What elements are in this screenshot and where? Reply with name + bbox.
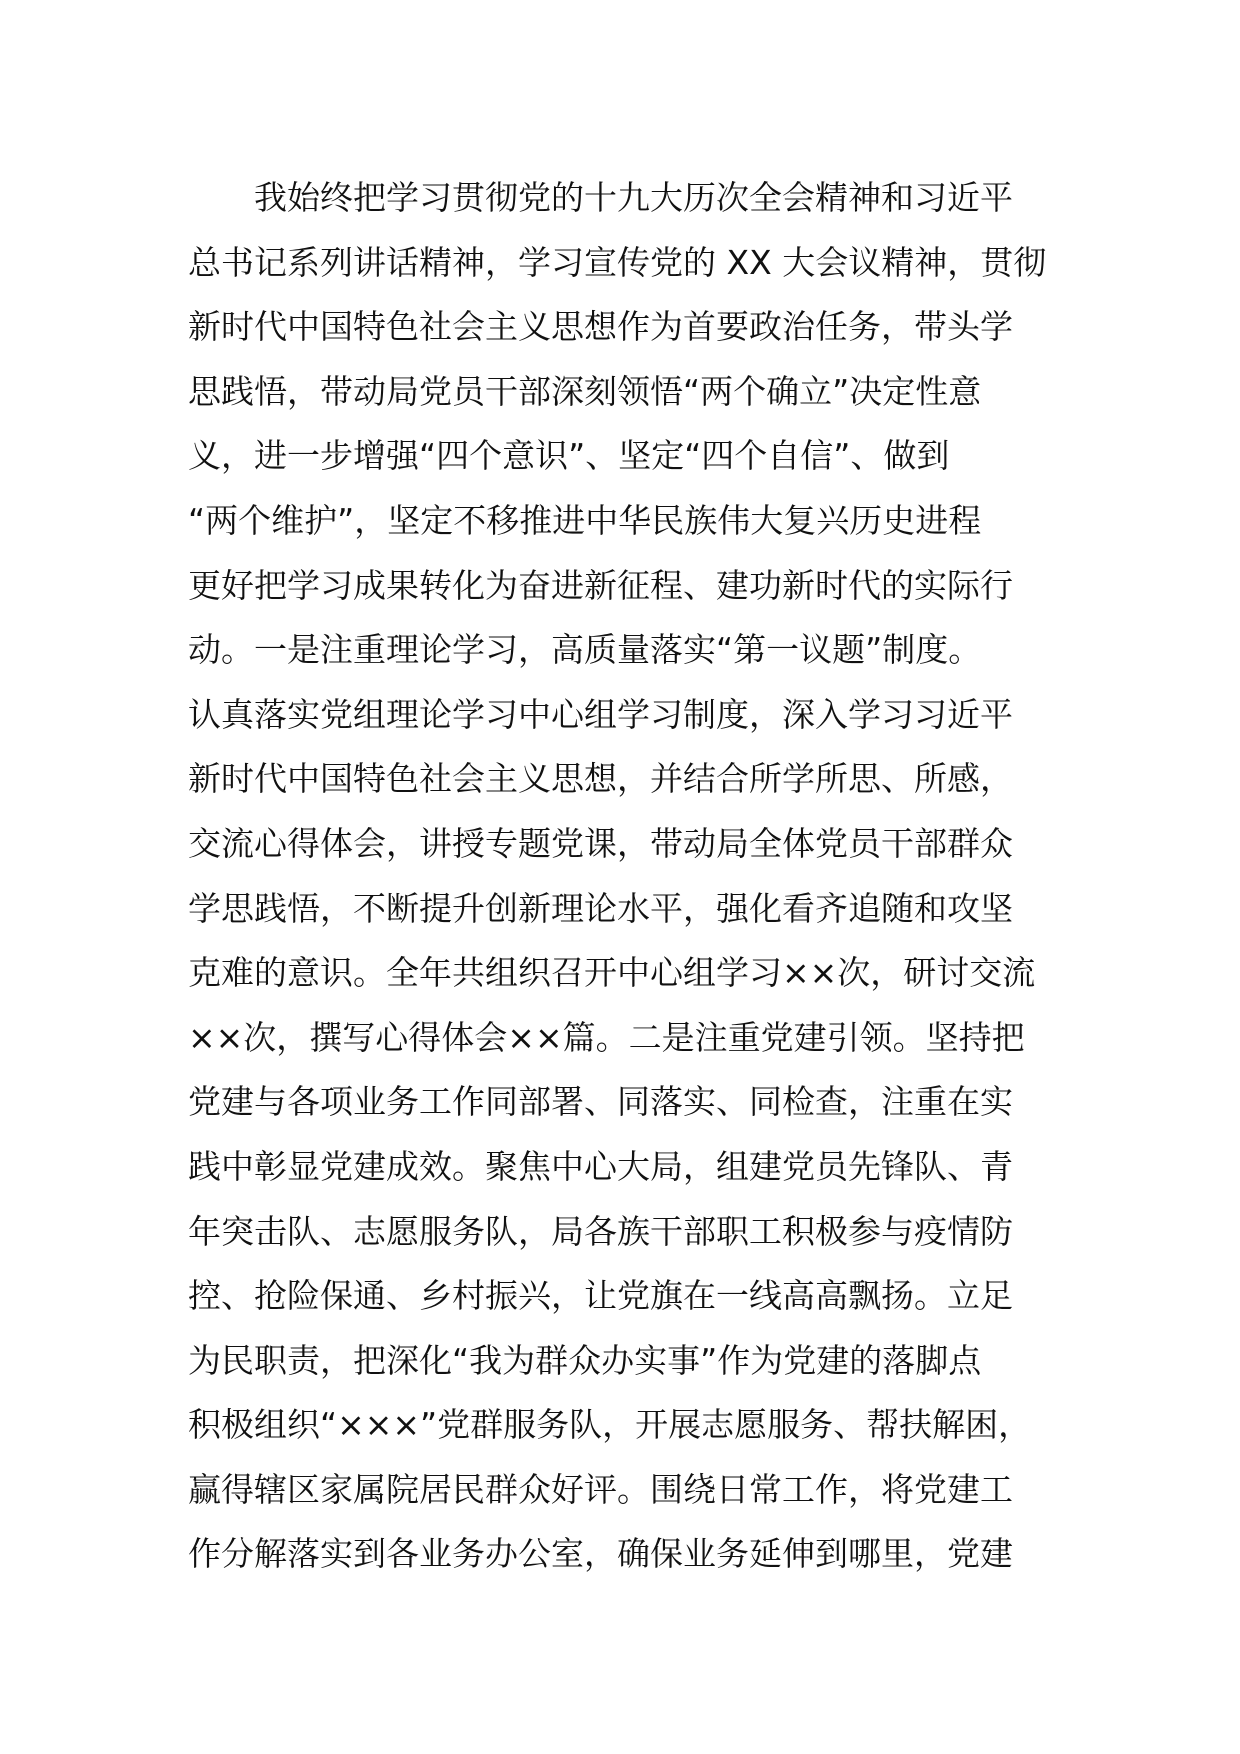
text-line: 思践悟，带动局党员干部深刻领悟“两个确立”决定性意: [188, 371, 982, 411]
text-line: 更好把学习成果转化为奋进新征程、建功新时代的实际行: [188, 565, 1013, 605]
text-line: 践中彰显党建成效。聚焦中心大局，组建党员先锋队、青: [188, 1146, 1013, 1186]
text-line: 控、抢险保通、乡村振兴，让党旗在一线高高飘扬。立足: [188, 1276, 1013, 1316]
text-line: 动。一是注重理论学习，高质量落实“第一议题”制度。: [188, 630, 982, 670]
text-line: 新时代中国特色社会主义思想，并结合所学所思、所感，: [188, 759, 1013, 799]
text-line: 作分解落实到各业务办公室，确保业务延伸到哪里，党建: [188, 1534, 1013, 1574]
body-paragraph: [188, 166, 1088, 1587]
text-line: 新时代中国特色社会主义思想作为首要政治任务，带头学: [188, 307, 1013, 347]
text-line: 克难的意识。全年共组织召开中心组学习××次，研讨交流: [188, 953, 1036, 993]
text-line: 交流心得体会，讲授专题党课，带动局全体党员干部群众: [188, 823, 1013, 863]
text-line: 我始终把学习贯彻党的十九大历次全会精神和习近平: [188, 178, 1013, 217]
text-line: 赢得辖区家属院居民群众好评。围绕日常工作，将党建工: [188, 1469, 1013, 1509]
text-line: 年突击队、志愿服务队，局各族干部职工积极参与疫情防: [188, 1211, 1013, 1251]
text-line: 积极组织“×××”党群服务队，开展志愿服务、帮扶解困，: [188, 1405, 1032, 1445]
text-line: 为民职责，把深化“我为群众办实事”作为党建的落脚点: [188, 1340, 982, 1380]
text-line: “两个维护”，坚定不移推进中华民族伟大复兴历史进程: [188, 500, 982, 540]
text-line: 义，进一步增强“四个意识”、坚定“四个自信”、做到: [188, 436, 950, 476]
text-line: 总书记系列讲话精神，学习宣传党的 XX 大会议精神，贯彻: [188, 242, 1047, 282]
text-line: ××次，撰写心得体会××篇。二是注重党建引领。坚持把: [188, 1017, 1025, 1057]
text-line: 党建与各项业务工作同部署、同落实、同检查，注重在实: [188, 1082, 1013, 1122]
text-line: 认真落实党组理论学习中心组学习制度，深入学习习近平: [188, 694, 1013, 734]
text-line: 学思践悟，不断提升创新理论水平，强化看齐追随和攻坚: [188, 888, 1013, 928]
